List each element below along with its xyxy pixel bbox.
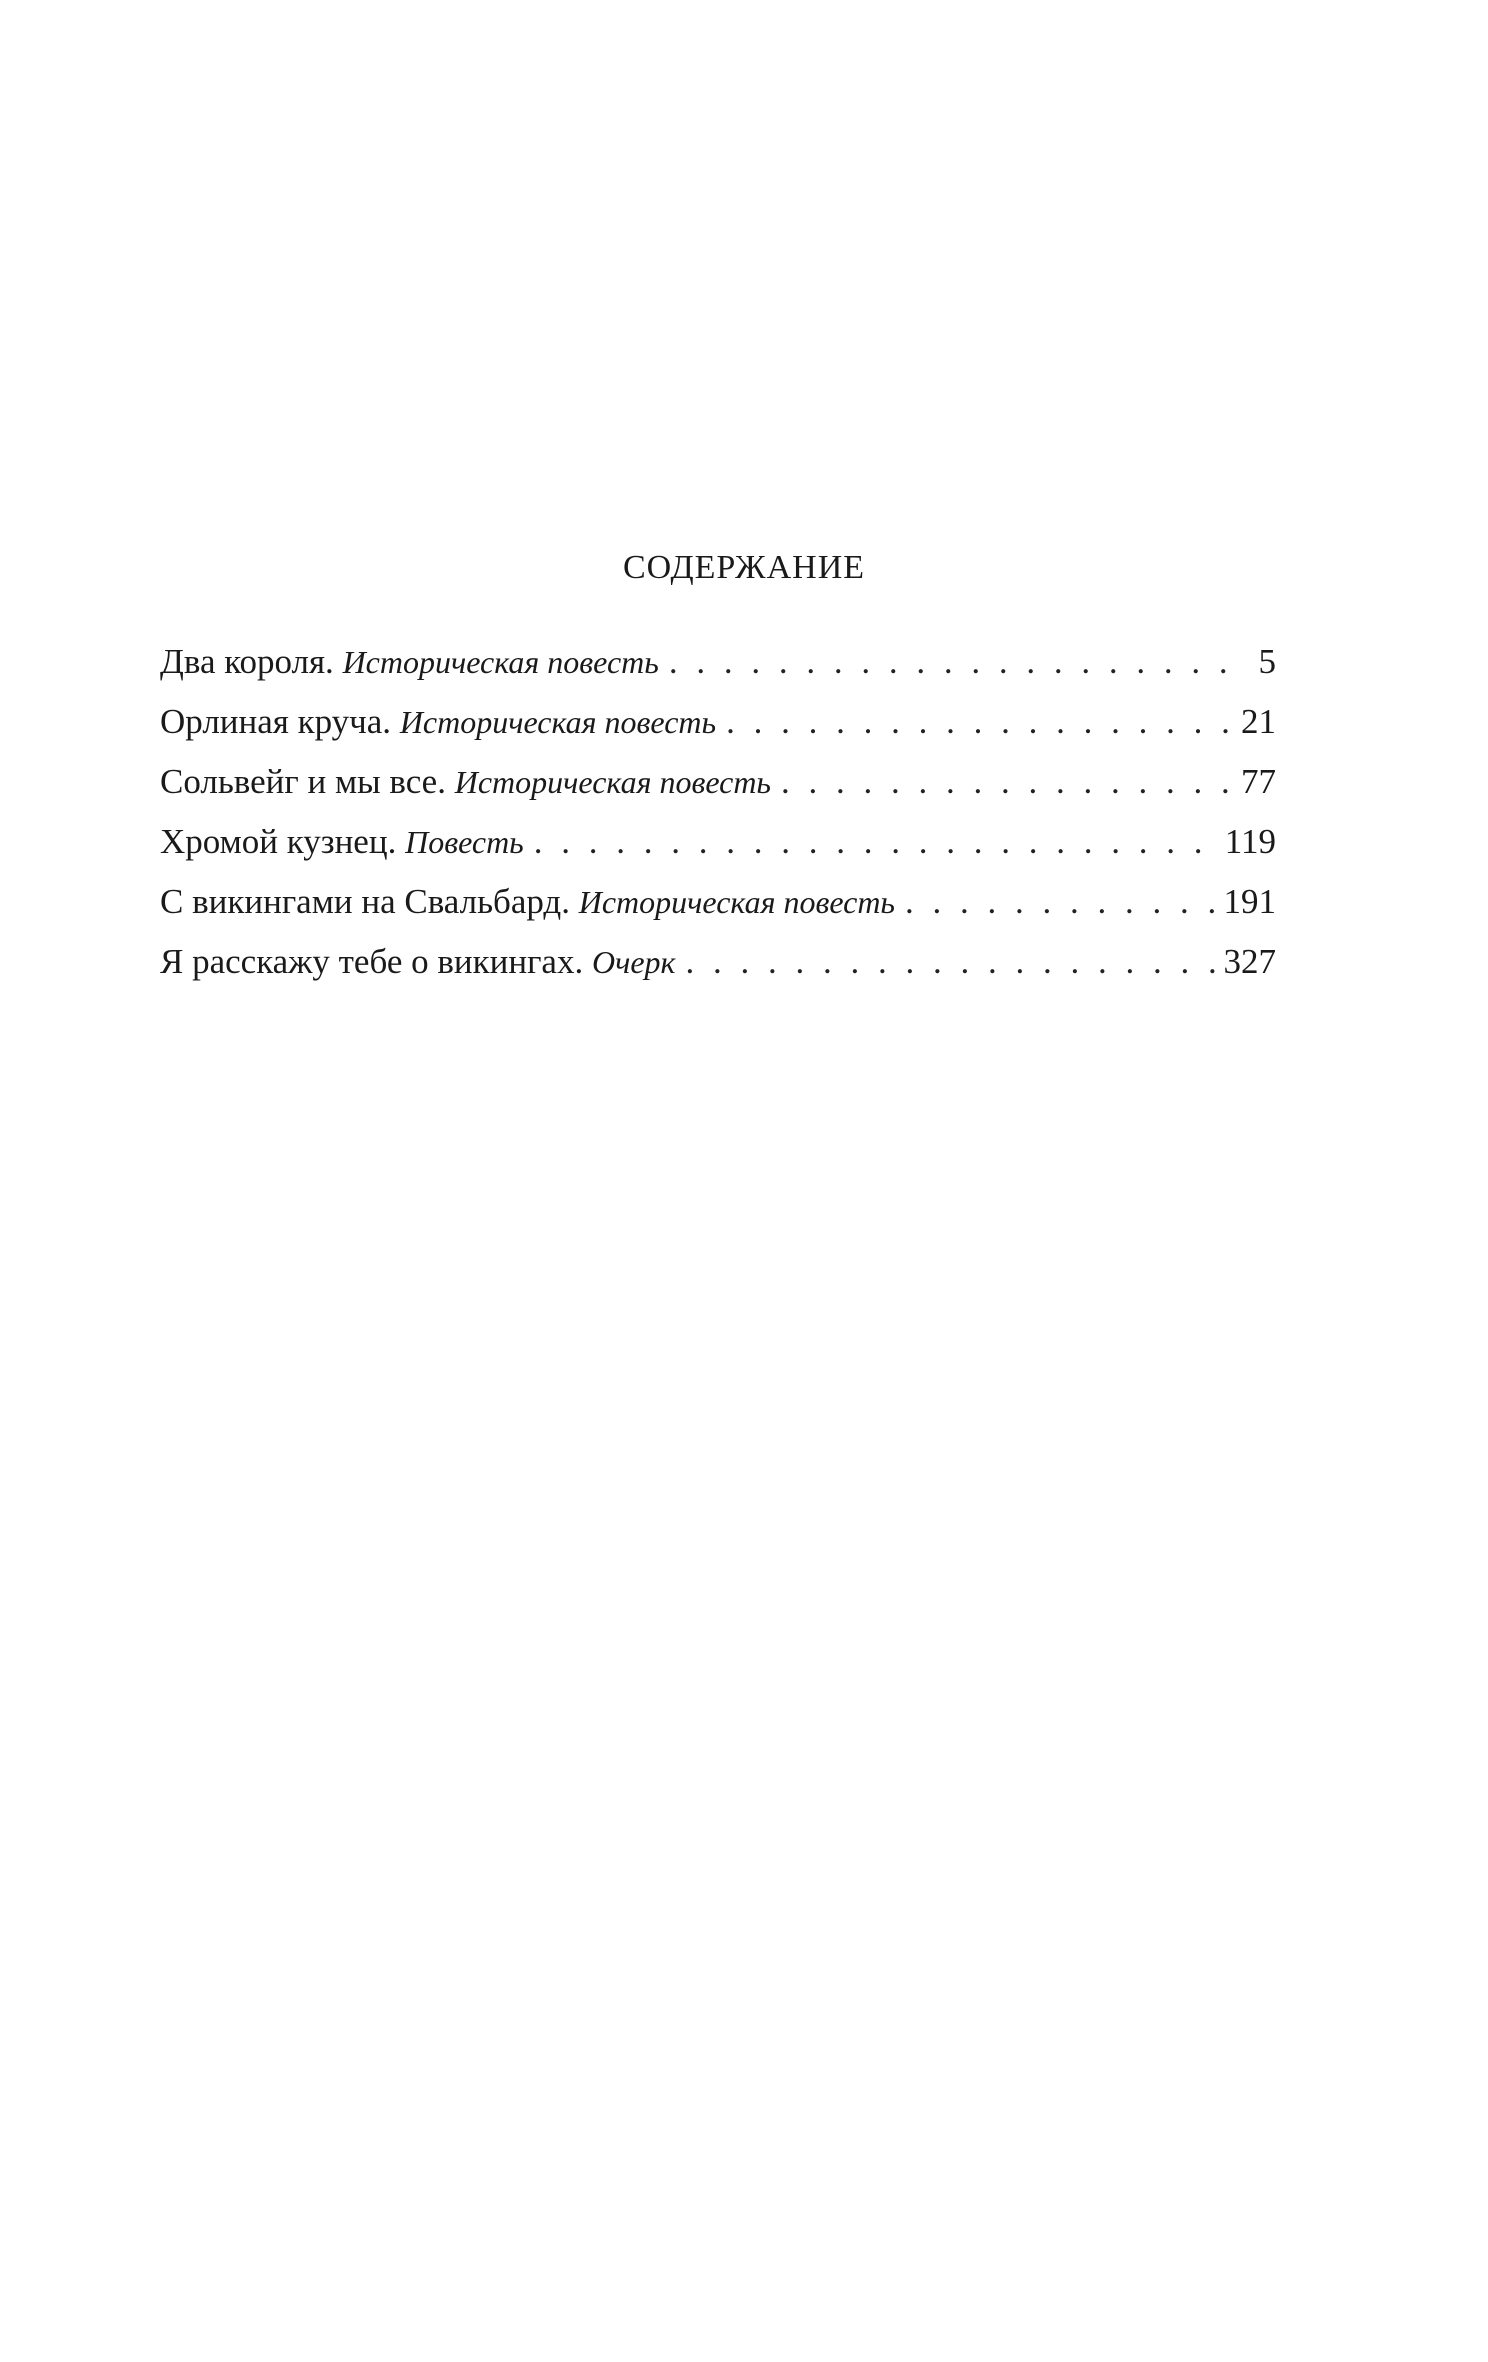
toc-entry-title (160, 882, 895, 922)
toc-entry-title (160, 822, 524, 862)
toc-entry-title-text: Сольвейг и мы все. (160, 762, 455, 801)
toc-entry-title (160, 762, 771, 802)
toc-entry-subtitle: Историческая повесть (578, 884, 895, 920)
toc-page-number: 327 (1223, 942, 1276, 981)
toc-entry-title-text: Два короля. (160, 642, 343, 681)
toc-entry (160, 882, 1276, 942)
toc-page-number: 21 (1241, 702, 1276, 741)
toc-dot-leader (686, 942, 1218, 982)
toc-entry-subtitle: Историческая повесть (454, 764, 771, 800)
toc-heading: СОДЕРЖАНИЕ (622, 549, 866, 586)
toc-entry (160, 762, 1276, 822)
toc-dot-leader (726, 702, 1230, 742)
toc-entry-title-text: Я расскажу тебе о викингах. (160, 942, 592, 981)
toc-entry-title (160, 702, 716, 742)
toc-entry-title-text: Хромой кузнец. (160, 822, 406, 861)
toc-list (160, 642, 1276, 1002)
toc-entry (160, 822, 1276, 882)
toc-entry-title (160, 942, 676, 982)
toc-page-number: 119 (1224, 822, 1276, 861)
toc-entry-title (160, 642, 659, 682)
toc-entry-subtitle: Историческая повесть (399, 704, 717, 740)
toc-page-number: 191 (1223, 882, 1276, 921)
toc-dot-leader (905, 882, 1218, 922)
toc-entry (160, 942, 1276, 1002)
toc-dot-leader (781, 762, 1230, 802)
toc-dot-leader (534, 822, 1219, 862)
toc-entry (160, 642, 1276, 702)
toc-entry-subtitle: Очерк (591, 944, 676, 980)
toc-dot-leader (669, 642, 1230, 682)
toc-entry-title-text: Орлиная круча. (160, 702, 400, 741)
toc-page-number: 5 (1258, 642, 1276, 681)
toc-page-number: 77 (1241, 762, 1276, 801)
toc-entry-title-text: С викингами на Свальбард. (160, 882, 579, 921)
toc-entry (160, 702, 1276, 762)
toc-entry-subtitle: Повесть (405, 824, 524, 860)
toc-entry-subtitle: Историческая повесть (342, 644, 659, 680)
